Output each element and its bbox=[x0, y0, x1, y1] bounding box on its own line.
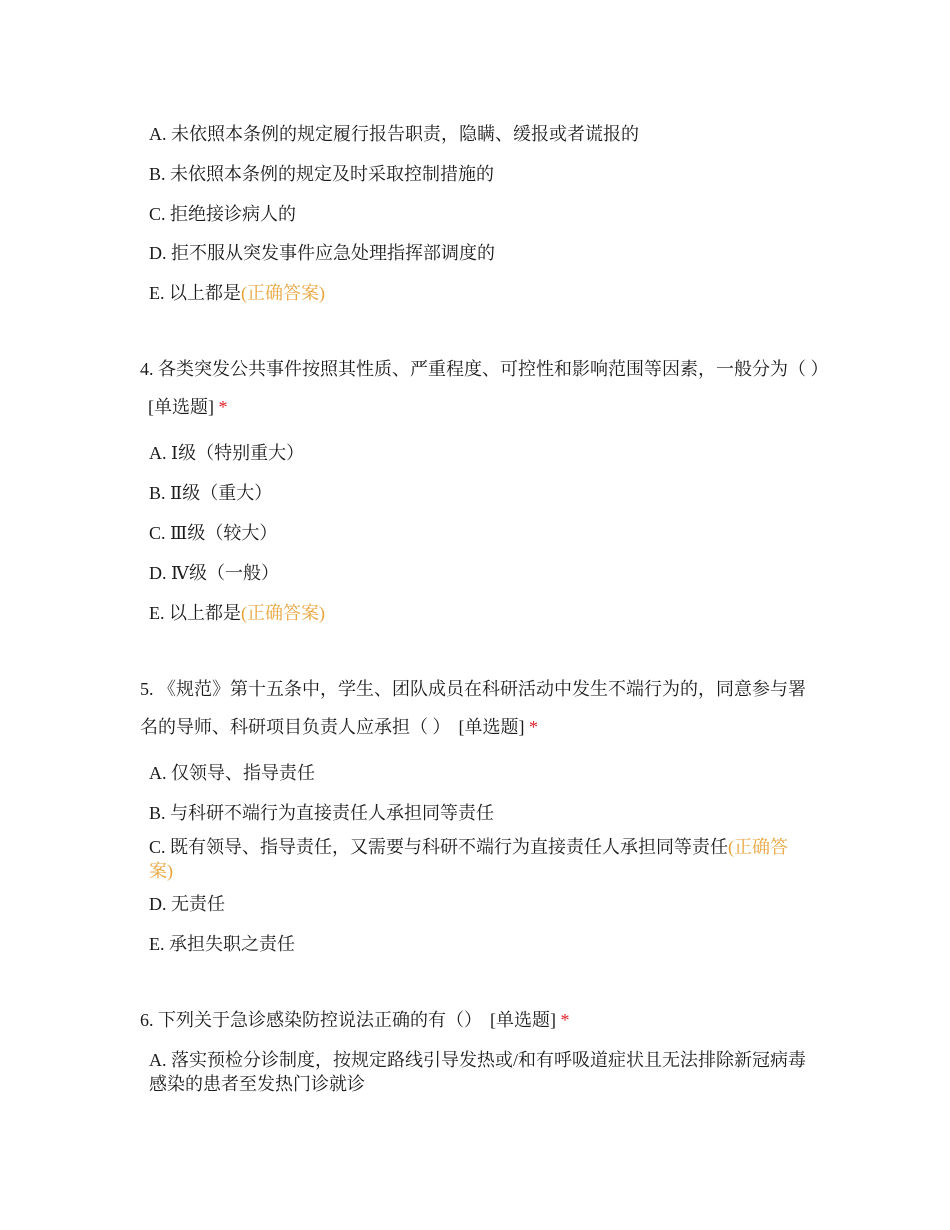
q4-option-c: C. Ⅲ级（较大） bbox=[149, 523, 278, 543]
required-asterisk: * bbox=[218, 397, 228, 417]
q3-option-c: C. 拒绝接诊病人的 bbox=[149, 204, 297, 224]
q6-option-a: A. 落实预检分诊制度，按规定路线引导发热或/和有呼吸道症状且无法排除新冠病毒感染的患者至发热门诊就诊 bbox=[149, 1050, 806, 1094]
required-asterisk: * bbox=[560, 1010, 570, 1030]
required-asterisk: * bbox=[529, 717, 538, 737]
q4-option-e: E. 以上都是(正确答案) bbox=[149, 603, 325, 623]
correct-answer-mark: (正确答案) bbox=[241, 283, 325, 303]
q5-option-d: D. 无责任 bbox=[149, 894, 225, 914]
correct-answer-mark: (正确答案) bbox=[241, 603, 325, 623]
question-6: 6. 下列关于急诊感染防控说法正确的有（） [单选题] * bbox=[140, 1010, 570, 1030]
q4-option-a: A. Ⅰ级（特别重大） bbox=[149, 443, 305, 463]
correct-answer-mark: (正确答案) bbox=[149, 837, 789, 881]
question-type-label: [单选题] bbox=[148, 397, 214, 417]
q5-option-a: A. 仅领导、指导责任 bbox=[149, 763, 315, 783]
q5-option-e: E. 承担失职之责任 bbox=[149, 934, 295, 954]
question-5: 5. 《规范》第十五条中，学生、团队成员在科研活动中发生不端行为的，同意参与署名的导师、科研项目负责人应承担（ ） [单选题] * bbox=[140, 679, 806, 737]
question-4: 4. 各类突发公共事件按照其性质、严重程度、可控性和影响范围等因素，一般分为（ ）[单选题] * bbox=[140, 359, 829, 417]
question-type-label: [单选题] bbox=[490, 1010, 556, 1030]
q3-option-a: A. 未依照本条例的规定履行报告职责，隐瞒、缓报或者谎报的 bbox=[149, 124, 639, 144]
q3-option-e: E. 以上都是(正确答案) bbox=[149, 283, 325, 303]
q4-option-b: B. Ⅱ级（重大） bbox=[149, 483, 273, 503]
q3-option-b: B. 未依照本条例的规定及时采取控制措施的 bbox=[149, 164, 495, 184]
question-type-label: [单选题] bbox=[458, 717, 525, 737]
q5-option-c: C. 既有领导、指导责任，又需要与科研不端行为直接责任人承担同等责任(正确答案) bbox=[149, 837, 789, 881]
q5-option-b: B. 与科研不端行为直接责任人承担同等责任 bbox=[149, 803, 495, 823]
q4-option-d: D. Ⅳ级（一般） bbox=[149, 563, 279, 583]
q3-option-d: D. 拒不服从突发事件应急处理指挥部调度的 bbox=[149, 243, 495, 263]
